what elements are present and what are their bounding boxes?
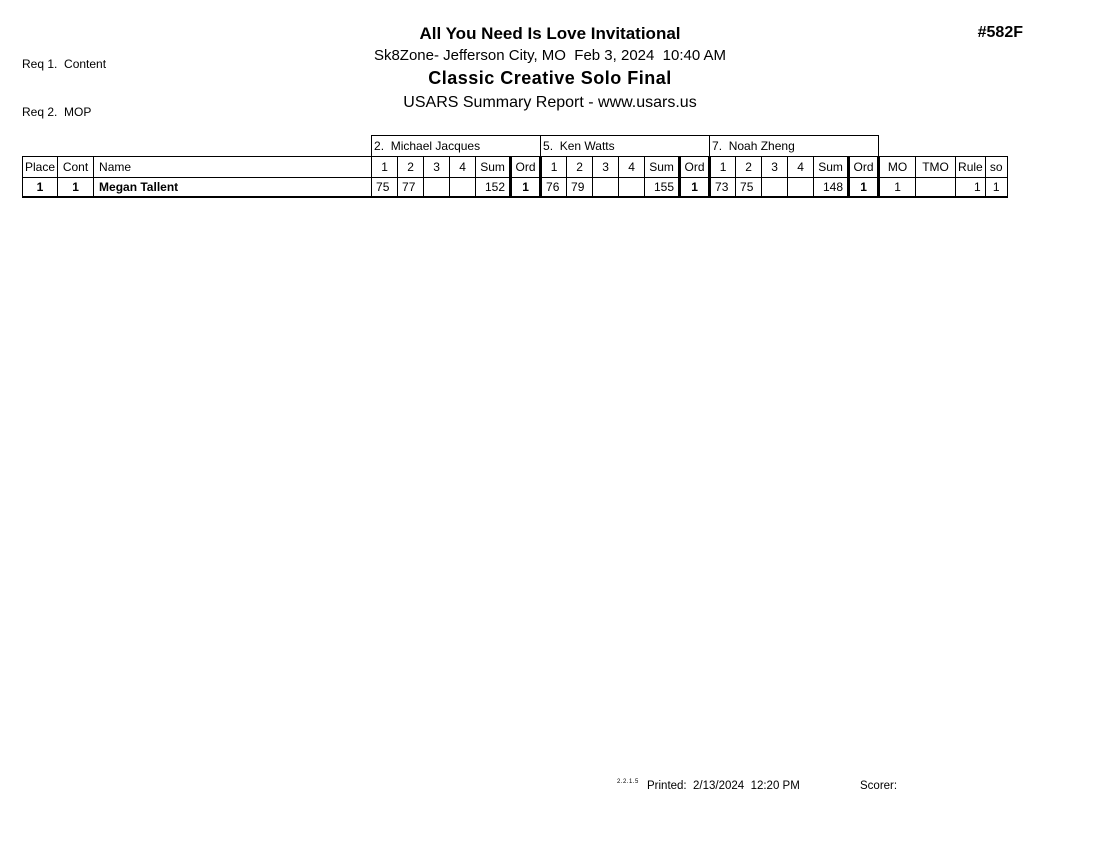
cell-judge1-sum: 152 bbox=[476, 178, 511, 197]
skater-result-row bbox=[23, 178, 1008, 197]
cell-judge2-ord: 1 bbox=[680, 178, 710, 197]
cell-judge1-score2: 77 bbox=[398, 178, 424, 197]
cell-judge3-score2: 75 bbox=[736, 178, 762, 197]
cell-judge3-ord: 1 bbox=[849, 178, 879, 197]
cell-judge1-score4 bbox=[450, 178, 476, 197]
judges-row-left-spacer bbox=[23, 136, 372, 157]
cell-judge2-sum: 155 bbox=[645, 178, 680, 197]
req-line-1: Req 1. Content bbox=[22, 57, 107, 71]
header-judge1-score1: 1 bbox=[372, 157, 398, 178]
header-judge2-score4: 4 bbox=[619, 157, 645, 178]
header-judge1-score4: 4 bbox=[450, 157, 476, 178]
header-judge3-score3: 3 bbox=[762, 157, 788, 178]
judges-row-right-spacer bbox=[879, 136, 1008, 157]
header-judge1-sum: Sum bbox=[476, 157, 511, 178]
header-cont: Cont bbox=[58, 157, 94, 178]
cell-place: 1 bbox=[23, 178, 58, 197]
header-judge3-score1: 1 bbox=[710, 157, 736, 178]
cell-judge3-score4 bbox=[788, 178, 814, 197]
cell-cont: 1 bbox=[58, 178, 94, 197]
results-table-container bbox=[22, 135, 1008, 198]
cell-judge3-score1: 73 bbox=[710, 178, 736, 197]
cell-judge2-score4 bbox=[619, 178, 645, 197]
cell-skater-name: Megan Tallent bbox=[94, 178, 372, 197]
header-judge3-sum: Sum bbox=[814, 157, 849, 178]
header-judge2-sum: Sum bbox=[645, 157, 680, 178]
results-table bbox=[22, 135, 1008, 198]
header-judge2-score1: 1 bbox=[541, 157, 567, 178]
header-judge1-score3: 3 bbox=[424, 157, 450, 178]
header-mo: MO bbox=[879, 157, 916, 178]
req-line-2: Req 2. MOP bbox=[22, 105, 92, 119]
header-name: Name bbox=[94, 157, 372, 178]
cell-judge1-score3 bbox=[424, 178, 450, 197]
header-place: Place bbox=[23, 157, 58, 178]
division-title: Classic Creative Solo Final bbox=[428, 68, 672, 88]
cell-judge2-score3 bbox=[593, 178, 619, 197]
header-rule: Rule bbox=[956, 157, 986, 178]
printed-timestamp: Printed: 2/13/2024 12:20 PM bbox=[647, 780, 800, 792]
judge-2-name: 5. Ken Watts bbox=[541, 136, 710, 157]
cell-judge3-sum: 148 bbox=[814, 178, 849, 197]
header-judge2-score3: 3 bbox=[593, 157, 619, 178]
header-judge3-ord: Ord bbox=[849, 157, 879, 178]
cell-judge1-score1: 75 bbox=[372, 178, 398, 197]
title-block bbox=[0, 24, 1100, 112]
venue-date-line: Sk8Zone- Jefferson City, MO Feb 3, 2024 10:40 AM bbox=[373, 47, 727, 64]
header-judge2-ord: Ord bbox=[680, 157, 710, 178]
header-judge1-score2: 2 bbox=[398, 157, 424, 178]
cell-judge2-score2: 79 bbox=[567, 178, 593, 197]
header-judge3-score2: 2 bbox=[736, 157, 762, 178]
cell-judge2-score1: 76 bbox=[541, 178, 567, 197]
header-so: so bbox=[985, 157, 1007, 178]
cell-judge3-score3 bbox=[762, 178, 788, 197]
software-version: 2.2.1.5 bbox=[617, 779, 639, 785]
event-number: #582F bbox=[977, 24, 1023, 41]
column-header-row bbox=[23, 157, 1008, 178]
judge-1-name: 2. Michael Jacques bbox=[372, 136, 541, 157]
header-judge2-score2: 2 bbox=[567, 157, 593, 178]
cell-judge1-ord: 1 bbox=[511, 178, 541, 197]
cell-mo: 1 bbox=[879, 178, 916, 197]
header-judge3-score4: 4 bbox=[788, 157, 814, 178]
cell-rule: 1 bbox=[956, 178, 986, 197]
cell-tmo bbox=[916, 178, 956, 197]
event-name-title: All You Need Is Love Invitational bbox=[419, 24, 681, 43]
judge-3-name: 7. Noah Zheng bbox=[710, 136, 879, 157]
header-judge1-ord: Ord bbox=[511, 157, 541, 178]
judges-header-row bbox=[23, 136, 1008, 157]
header-tmo: TMO bbox=[916, 157, 956, 178]
scorer-label: Scorer: bbox=[860, 780, 898, 792]
cell-so: 1 bbox=[985, 178, 1007, 197]
report-type-line: USARS Summary Report - www.usars.us bbox=[403, 94, 697, 111]
